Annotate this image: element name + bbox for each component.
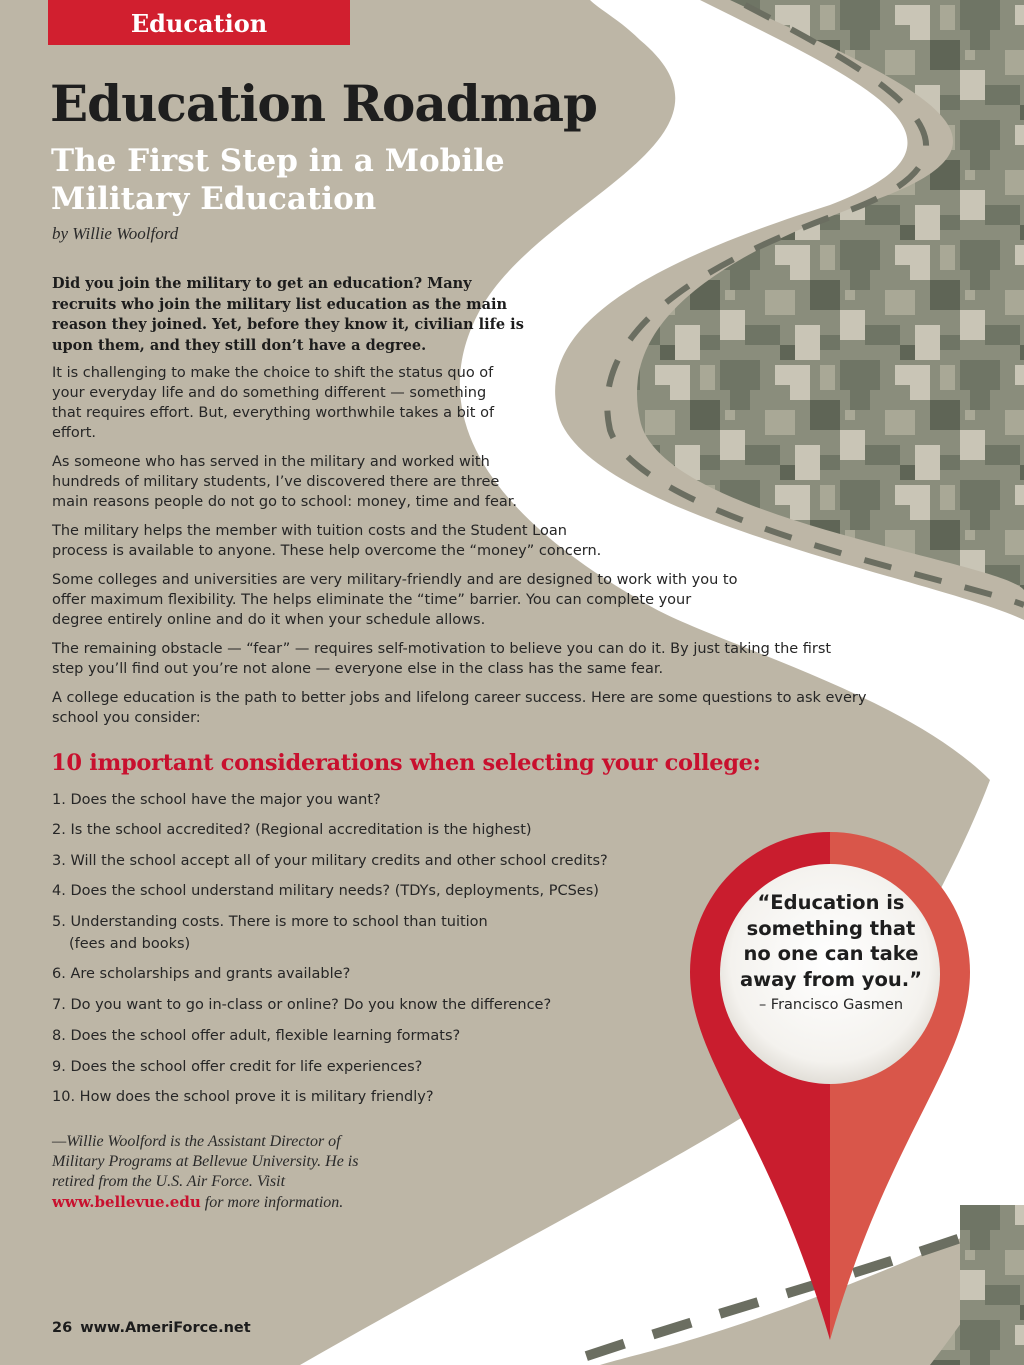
body-paragraph: As someone who has served in the military and worked with hundreds of military students, I’ve discovered there are three main reasons people do not go to school: money, time and fear. [52,454,518,510]
body-paragraph: The remaining obstacle — “fear” — requires self-motivation to believe you can do it. By just taking the first step you’ll find out you’re not alone — everyone else in the class has the same fear. [52,641,832,677]
list-item: 2. Is the school accredited? (Regional accreditation is the highest) [52,822,532,838]
body-paragraph: The military helps the member with tuition costs and the Student Loan process is available to anyone. These help overcome the “money” concern. [52,523,602,559]
body-paragraph: Some colleges and universities are very military-friendly and are designed to work with you to offer maximum flexibility. The helps eliminate the “time” barrier. You can complete your degree entirely online and do it when your schedule allows. [52,572,738,628]
pull-quote: “Education is something that no one can take away from you.” [739,891,923,991]
list-item: 7. Do you want to go in-class or online? Do you know the difference? [52,997,552,1013]
byline: by Willie Woolford [52,224,179,243]
page-footer [52,1320,251,1336]
list-item: 6. Are scholarships and grants available? [52,966,351,982]
section-tag: Education [48,0,350,45]
list-heading: 10 important considerations when selecting your college: [51,750,761,776]
list-item: 1. Does the school have the major you want? [52,792,381,808]
author-bio-text-end: for more information. [200,1194,344,1211]
list-item: 10. How does the school prove it is military friendly? [52,1089,434,1105]
list-item: 5. Understanding costs. There is more to school than tuition [52,914,488,930]
page-number: 26 [52,1320,73,1336]
list-item: 4. Does the school understand military needs? (TDYs, deployments, PCSes) [52,883,599,899]
list-item-continuation: (fees and books) [69,936,191,952]
author-bio-text: —Willie Woolford is the Assistant Director of Military Programs at Bellevue University. He is retired from the U.S. Air Force. Visit [52,1133,359,1190]
list-item: 8. Does the school offer adult, flexible learning formats? [52,1028,461,1044]
page-subtitle: The First Step in a Mobile Military Education [51,143,505,217]
bellevue-link[interactable]: www.bellevue.edu [52,1193,201,1211]
list-item: 9. Does the school offer credit for life experiences? [52,1059,423,1075]
list-item: 3. Will the school accept all of your military credits and other school credits? [52,853,608,869]
author-bio [52,1132,372,1213]
body-paragraph: A college education is the path to better jobs and lifelong career success. Here are some questions to ask every school you consider: [52,690,867,726]
lede-paragraph: Did you join the military to get an education? Many recruits who join the military list education as the main reason they joined. Yet, before they know it, civilian life is upon them, and they still don’t have a degree. [52,275,524,354]
quote-author: – Francisco Gasmen [758,997,904,1013]
footer-site: www.AmeriForce.net [80,1320,251,1336]
body-paragraph: It is challenging to make the choice to shift the status quo of your everyday life and do something different — something that requires effort. But, everything worthwhile takes a bit of effort. [52,365,495,441]
page-title: Education Roadmap [50,74,597,133]
